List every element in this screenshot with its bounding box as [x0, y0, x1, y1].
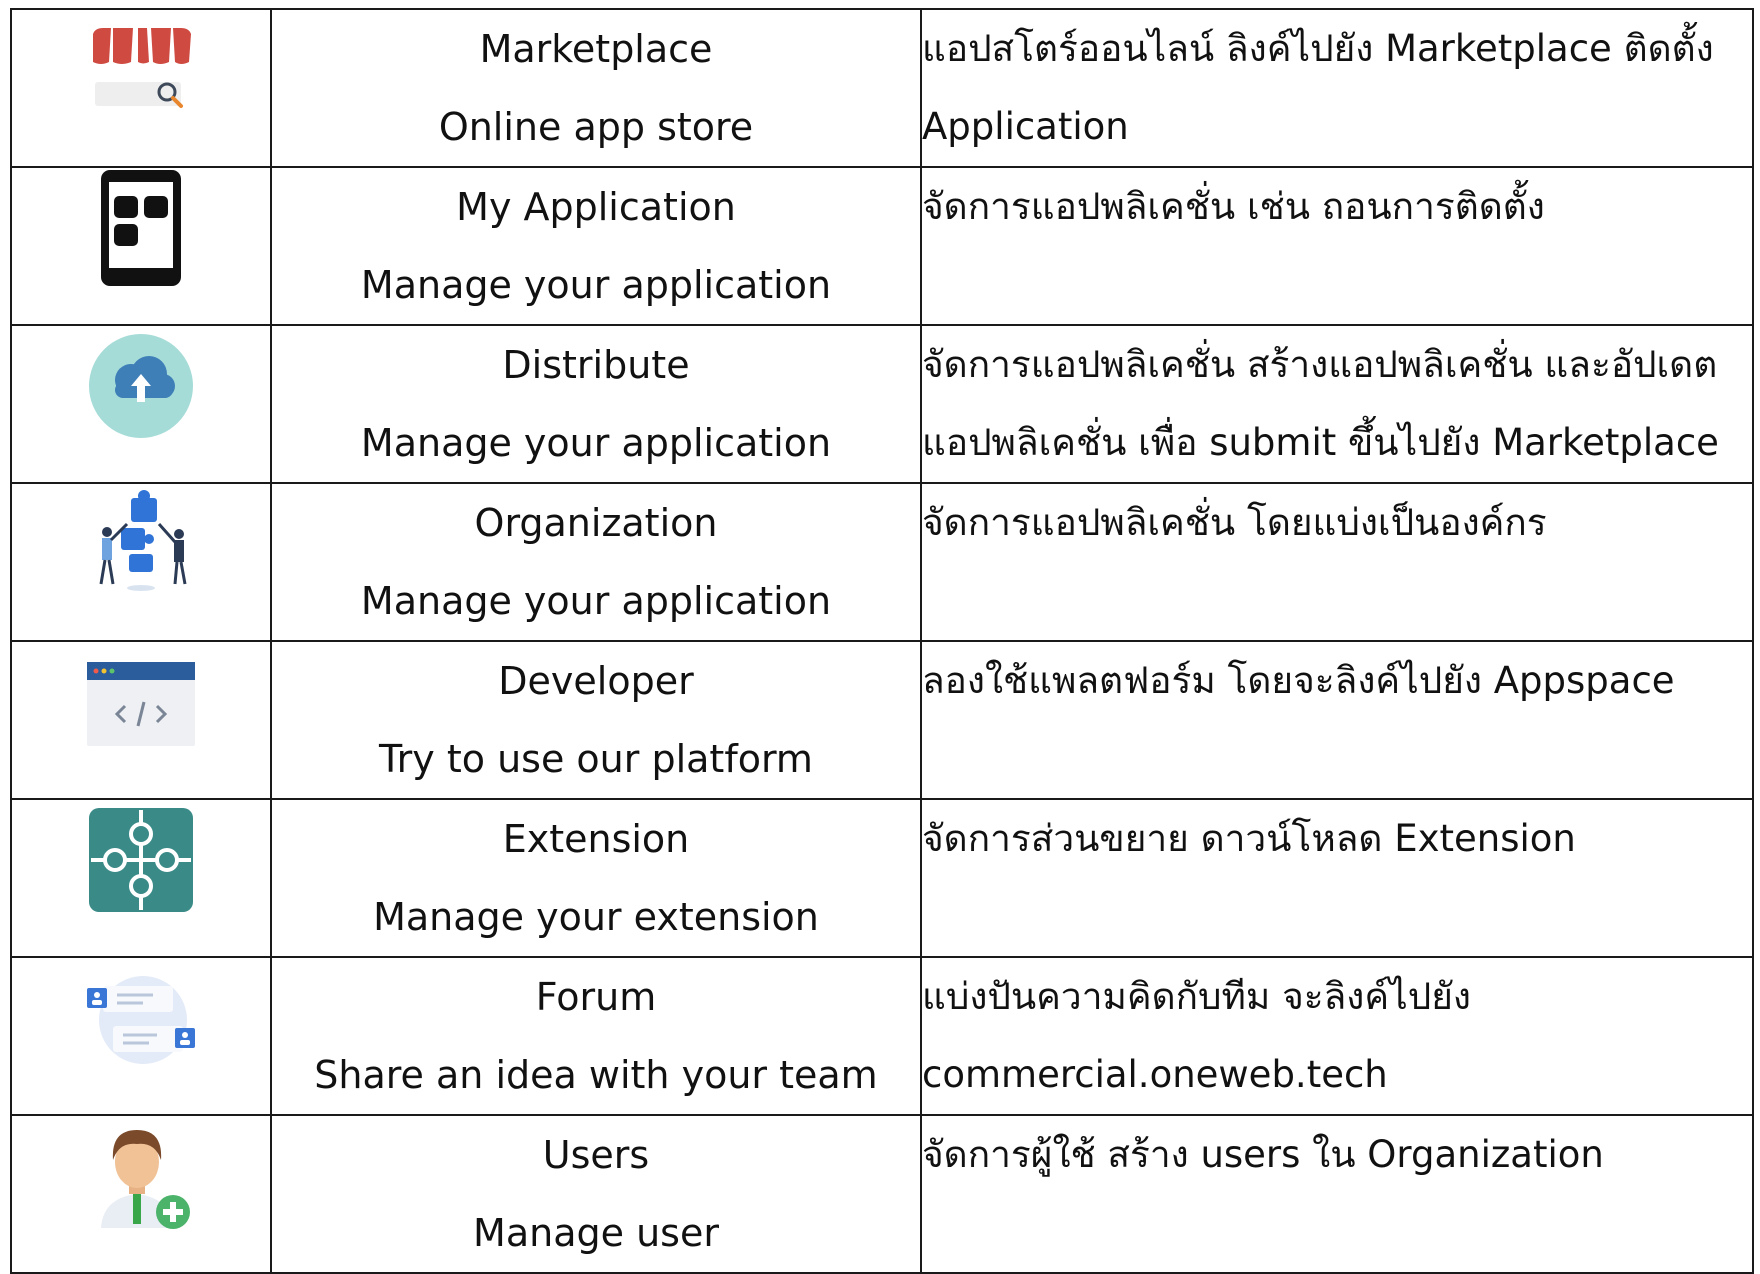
table-row: [11, 483, 1753, 641]
icon-cell: [11, 799, 271, 957]
item-title: Users: [542, 1133, 650, 1177]
description-line: แบ่งปันความคิดกับทีม จะลิงค์ไปยัง: [922, 975, 1471, 1018]
add-user-icon: [81, 1116, 201, 1236]
name-cell: [271, 957, 921, 1115]
description-line: จัดการแอปพลิเคชั่น เช่น ถอนการติดตั้ง: [922, 185, 1545, 228]
item-subtitle: Manage your application: [360, 421, 832, 465]
description-line: [922, 562, 1752, 640]
description-line: [922, 246, 1752, 324]
icon-cell: [11, 483, 271, 641]
description-line: Application: [922, 105, 1129, 148]
item-title: Organization: [474, 501, 718, 545]
table-row: [11, 957, 1753, 1115]
item-title: Extension: [502, 817, 690, 861]
icon-cell: [11, 641, 271, 799]
description-line: จัดการส่วนขยาย ดาวน์โหลด Extension: [922, 817, 1576, 860]
description-line: ลองใช้แพลตฟอร์ม โดยจะลิงค์ไปยัง Appspace: [922, 659, 1675, 702]
description-line: แอปสโตร์ออนไลน์ ลิงค์ไปยัง Marketplace ติดตั้ง: [922, 27, 1714, 70]
code-window-icon: [81, 642, 201, 762]
cloud-upload-icon: [81, 326, 201, 446]
name-cell: [271, 325, 921, 483]
icon-cell: [11, 325, 271, 483]
table-row: [11, 9, 1753, 167]
table-row: [11, 641, 1753, 799]
name-cell: [271, 799, 921, 957]
icon-cell: [11, 167, 271, 325]
description-cell: [921, 641, 1753, 799]
description-cell: [921, 9, 1753, 167]
icon-cell: [11, 9, 271, 167]
name-cell: [271, 167, 921, 325]
description-cell: [921, 1115, 1753, 1273]
description-line: แอปพลิเคชั่น เพื่อ submit ขึ้นไปยัง Marketplace: [922, 421, 1719, 464]
description-line: commercial.oneweb.tech: [922, 1053, 1388, 1096]
description-line: จัดการผู้ใช้ สร้าง users ใน Organization: [922, 1133, 1604, 1176]
description-line: [922, 878, 1752, 956]
item-subtitle: Share an idea with your team: [314, 1053, 878, 1097]
description-cell: [921, 483, 1753, 641]
item-title: Marketplace: [479, 27, 713, 71]
name-cell: [271, 483, 921, 641]
features-table: [10, 8, 1754, 1274]
description-line: [922, 1194, 1752, 1272]
item-title: Developer: [498, 659, 694, 703]
item-subtitle: Try to use our platform: [379, 737, 813, 781]
chat-bubbles-icon: [81, 958, 201, 1078]
table-row: [11, 167, 1753, 325]
team-puzzle-icon: [81, 484, 201, 604]
name-cell: [271, 641, 921, 799]
table-row: [11, 799, 1753, 957]
icon-cell: [11, 1115, 271, 1273]
description-line: จัดการแอปพลิเคชั่น สร้างแอปพลิเคชั่น และอัปเดต: [922, 343, 1718, 386]
item-subtitle: Online app store: [438, 105, 754, 149]
table-row: [11, 1115, 1753, 1273]
description-line: [922, 720, 1752, 798]
table-row: [11, 325, 1753, 483]
name-cell: [271, 1115, 921, 1273]
description-cell: [921, 167, 1753, 325]
item-title: My Application: [456, 185, 736, 229]
item-title: Distribute: [502, 343, 690, 387]
description-cell: [921, 799, 1753, 957]
description-cell: [921, 325, 1753, 483]
item-subtitle: Manage your extension: [373, 895, 819, 939]
item-subtitle: Manage your application: [360, 263, 832, 307]
name-cell: [271, 9, 921, 167]
item-title: Forum: [535, 975, 657, 1019]
puzzle-pieces-icon: [81, 800, 201, 920]
item-subtitle: Manage user: [473, 1211, 719, 1255]
tablet-apps-icon: [81, 168, 201, 288]
description-line: จัดการแอปพลิเคชั่น โดยแบ่งเป็นองค์กร: [922, 501, 1547, 544]
icon-cell: [11, 957, 271, 1115]
description-cell: [921, 957, 1753, 1115]
storefront-search-icon: [81, 10, 201, 130]
item-subtitle: Manage your application: [360, 579, 832, 623]
